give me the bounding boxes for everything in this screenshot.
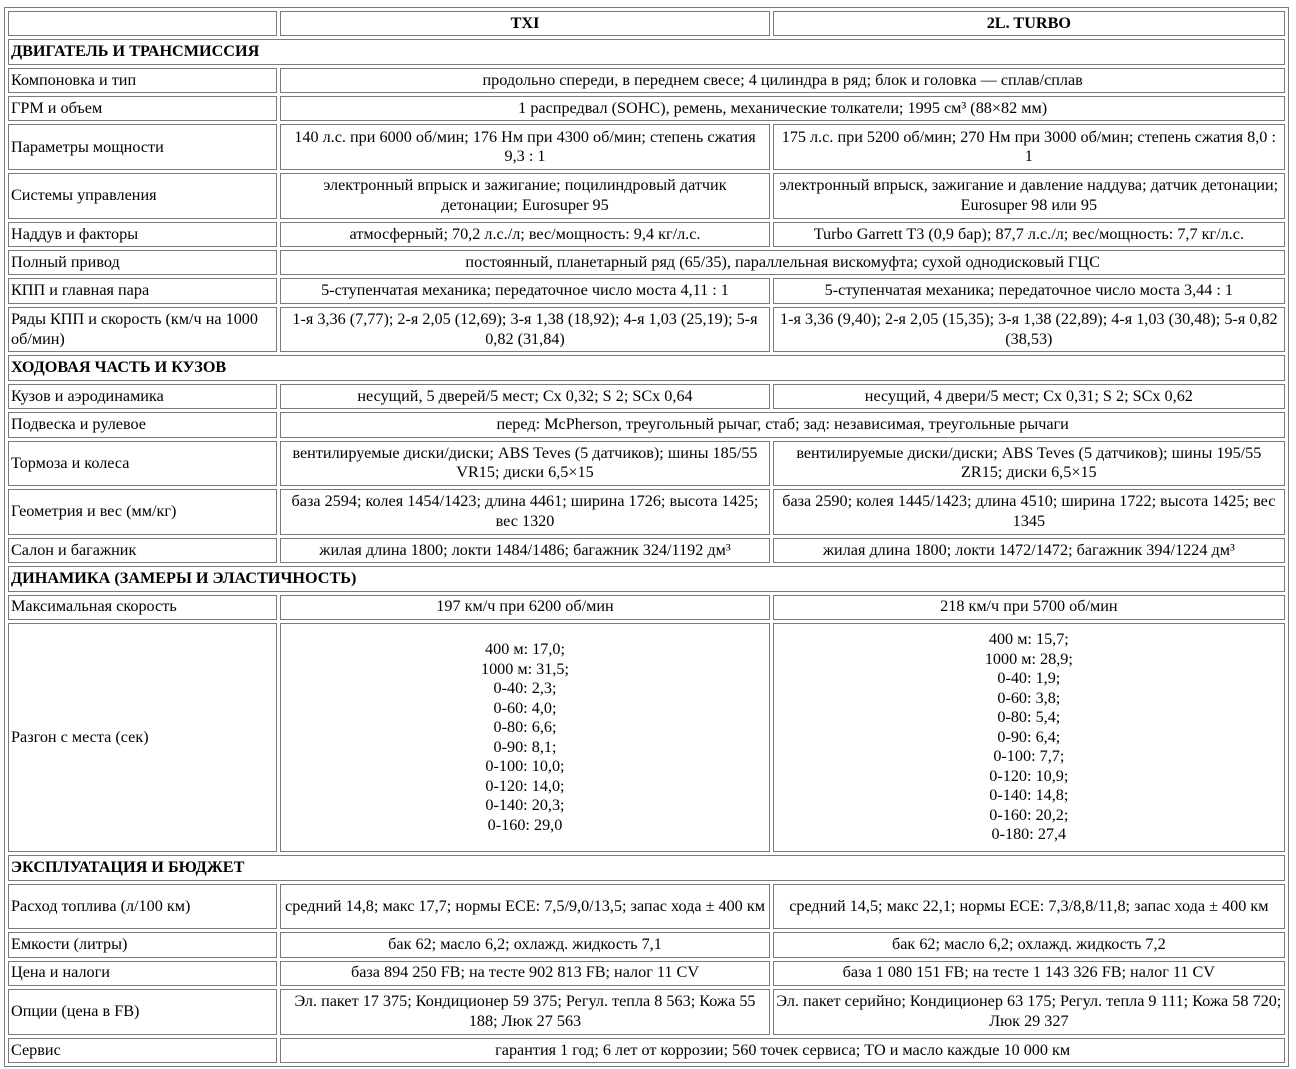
accel-line: 0-40: 2,3; [493,679,557,697]
txi-value: база 2594; колея 1454/1423; длина 4461; ширина 1726; высота 1425; вес 1320 [280,489,769,535]
accel-line: 0-40: 1,9; [997,669,1061,688]
accel-line: 0-180: 27,4 [991,825,1067,844]
table-row [8,623,1285,852]
table-row [8,384,1285,409]
table-row [8,595,1285,620]
accel-line: 0-120: 14,0; [485,776,565,795]
accel-line: 0-80: 6,6; [493,718,557,736]
row-label: ГРМ и объем [8,96,277,121]
accel-line: 0-60: 4,0; [493,698,557,717]
accel-line: 0-160: 20,2; [989,805,1069,824]
accel-line: 0-90: 6,4; [997,727,1061,746]
row-label: Геометрия и вес (мм/кг) [8,489,277,535]
row-value: гарантия 1 год; 6 лет от коррозии; 560 точек сервиса; ТО и масло каждые 10 000 км [280,1038,1285,1064]
accel-line: 0-80: 5,4; [997,708,1061,727]
txi-value: электронный впрыск и зажигание; поцилиндровый датчик детонации; Eurosuper 95 [280,173,769,219]
table-row [8,1038,1285,1064]
turbo-value: несущий, 4 двери/5 мест; Cx 0,31; S 2; SCx 0,62 [773,384,1285,409]
table-row [8,173,1285,219]
accel-line: 0-60: 3,8; [997,688,1061,707]
section-row [8,566,1285,591]
section-row [8,855,1285,880]
row-label: Разгон с места (сек) [8,623,277,852]
txi-value: 5-ступенчатая механика; передаточное число моста 4,11 : 1 [280,278,769,303]
turbo-value [773,623,1285,852]
section-row [8,39,1285,64]
row-label: Опции (цена в FB) [8,989,277,1035]
accel-line: 1000 м: 28,9; [984,649,1073,668]
turbo-value: вентилируемые диски/диски; ABS Teves (5 датчиков); шины 195/55 ZR15; диски 6,5×15 [773,441,1285,487]
row-label: Кузов и аэродинамика [8,384,277,409]
row-value: постоянный, планетарный ряд (65/35), параллельная вискомуфта; сухой однодисковый ГЦС [280,250,1285,275]
accel-line: 0-90: 8,1; [493,737,557,756]
table-row [8,961,1285,986]
row-label: Полный привод [8,250,277,275]
accel-line: 0-100: 7,7; [993,747,1065,766]
table-row [8,989,1285,1035]
turbo-value: 218 км/ч при 5700 об/мин [773,595,1285,620]
row-label: Цена и налоги [8,961,277,986]
accel-line: 400 м: 17,0; [485,640,565,658]
row-label: Наддув и факторы [8,222,277,247]
row-label: Сервис [8,1038,277,1064]
row-label: Подвеска и рулевое [8,412,277,437]
accel-line: 0-100: 10,0; [485,757,565,775]
turbo-value: средний 14,5; макс 22,1; нормы ECE: 7,3/8,8/11,8; запас хода ± 400 км [773,884,1285,930]
section-operation: ЭКСПЛУАТАЦИЯ И БЮДЖЕТ [8,855,1285,880]
turbo-value: бак 62; масло 6,2; охлажд. жидкость 7,2 [773,932,1285,957]
row-label: Расход топлива (л/100 км) [8,884,277,930]
table-row [8,932,1285,957]
spec-table [4,7,1289,1067]
row-label: Емкости (литры) [8,932,277,957]
turbo-value: 5-ступенчатая механика; передаточное число моста 3,44 : 1 [773,278,1285,303]
table-row [8,441,1285,487]
txi-value: база 894 250 FB; на тесте 902 813 FB; налог 11 CV [280,961,769,986]
txi-value [280,623,769,852]
section-row [8,355,1285,380]
table-row [8,124,1285,170]
table-row [8,307,1285,353]
txi-value: жилая длина 1800; локти 1484/1486; багажник 324/1192 дм³ [280,538,769,563]
row-label: Салон и багажник [8,538,277,563]
turbo-value: база 2590; колея 1445/1423; длина 4510; ширина 1722; высота 1425; вес 1345 [773,489,1285,535]
txi-value: 1-я 3,36 (7,77); 2-я 2,05 (12,69); 3-я 1,38 (18,92); 4-я 1,03 (25,19); 5-я 0,82 (31,84) [280,307,769,353]
header-blank [8,11,277,36]
table-row [8,68,1285,93]
table-row [8,250,1285,275]
txi-value: 197 км/ч при 6200 об/мин [280,595,769,620]
table-row [8,222,1285,247]
accel-line: 1000 м: 31,5; [480,659,570,678]
txi-value: атмосферный; 70,2 л.с./л; вес/мощность: 9,4 кг/л.с. [280,222,769,247]
txi-value: вентилируемые диски/диски; ABS Teves (5 датчиков); шины 185/55 VR15; диски 6,5×15 [280,441,769,487]
row-label: Параметры мощности [8,124,277,170]
turbo-value: электронный впрыск, зажигание и давление наддува; датчик детонации; Eurosuper 98 или 95 [773,173,1285,219]
row-label: Компоновка и тип [8,68,277,93]
row-label: Тормоза и колеса [8,441,277,487]
txi-value: несущий, 5 дверей/5 мест; Cx 0,32; S 2; SCx 0,64 [280,384,769,409]
row-label: Ряды КПП и скорость (км/ч на 1000 об/мин) [8,307,277,353]
table-row [8,96,1285,121]
turbo-value: Turbo Garrett T3 (0,9 бар); 87,7 л.с./л; вес/мощность: 7,7 кг/л.с. [773,222,1285,247]
table-row [8,278,1285,303]
accel-line: 0-140: 14,8; [989,786,1069,805]
table-row [8,489,1285,535]
row-label: КПП и главная пара [8,278,277,303]
row-value: перед: McPherson, треугольный рычаг, стаб; зад: независимая, треугольные рычаги [280,412,1285,437]
row-label: Системы управления [8,173,277,219]
section-engine: ДВИГАТЕЛЬ И ТРАНСМИССИЯ [8,39,1285,64]
section-chassis: ХОДОВАЯ ЧАСТЬ И КУЗОВ [8,355,1285,380]
turbo-value: 175 л.с. при 5200 об/мин; 270 Нм при 3000 об/мин; степень сжатия 8,0 : 1 [773,124,1285,170]
accel-line: 0-140: 20,3; [485,796,565,814]
turbo-value: Эл. пакет серийно; Кондиционер 63 175; Регул. тепла 9 111; Кожа 58 720; Люк 29 327 [773,989,1285,1035]
accel-line: 0-120: 10,9; [989,766,1069,785]
txi-value: Эл. пакет 17 375; Кондиционер 59 375; Регул. тепла 8 563; Кожа 55 188; Люк 27 563 [280,989,769,1035]
table-row [8,412,1285,437]
txi-value: 140 л.с. при 6000 об/мин; 176 Нм при 4300 об/мин; степень сжатия 9,3 : 1 [280,124,769,170]
txi-value: бак 62; масло 6,2; охлажд. жидкость 7,1 [280,932,769,957]
table-row [8,884,1285,930]
header-turbo: 2L. TURBO [773,11,1285,36]
accel-line: 400 м: 15,7; [988,630,1069,649]
header-row [8,11,1285,36]
header-txi: TXI [280,11,769,36]
row-label: Максимальная скорость [8,595,277,620]
turbo-value: 1-я 3,36 (9,40); 2-я 2,05 (15,35); 3-я 1,38 (22,89); 4-я 1,03 (30,48); 5-я 0,82 (38,53) [773,307,1285,353]
table-row [8,538,1285,563]
turbo-value: жилая длина 1800; локти 1472/1472; багажник 394/1224 дм³ [773,538,1285,563]
accel-line: 0-160: 29,0 [487,815,563,834]
txi-value: средний 14,8; макс 17,7; нормы ECE: 7,5/9,0/13,5; запас хода ± 400 км [280,884,769,930]
section-dynamics: ДИНАМИКА (ЗАМЕРЫ И ЭЛАСТИЧНОСТЬ) [8,566,1285,591]
turbo-value: база 1 080 151 FB; на тесте 1 143 326 FB; налог 11 CV [773,961,1285,986]
row-value: продольно спереди, в переднем свесе; 4 цилиндра в ряд; блок и головка — сплав/сплав [280,68,1285,93]
row-value: 1 распредвал (SOHC), ремень, механические толкатели; 1995 см³ (88×82 мм) [280,96,1285,121]
